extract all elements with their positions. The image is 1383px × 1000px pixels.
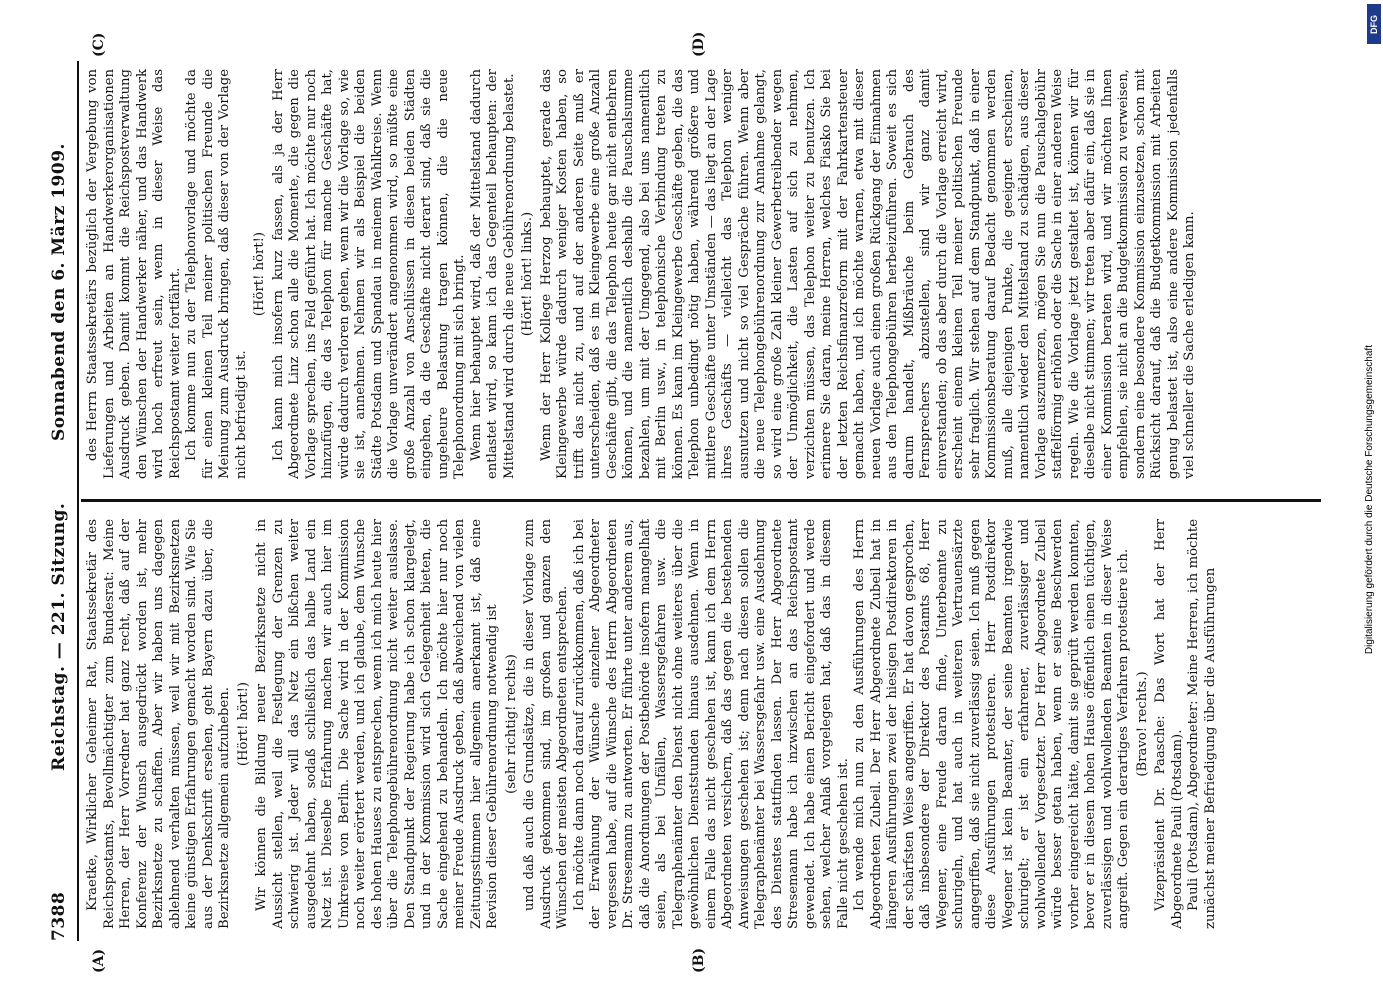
margin-marker-b: (B) [691, 947, 707, 973]
paragraph: Wir können die Bildung neuer Bezirksnetze nicht in Aussicht stellen, weil die Festlegung der Grenzen zu schwierig ist. Jeder will das Netz ein bißchen weiter ausgedehnt haben, sodaß schließlich das halbe Land ein Netz ist. Dieselbe Erfahrung machen wir auch hier im Umkreise von Berlin. Die Sache wird in der Kommission noch weiter erörtert werden, und ich glaube, dem Wunsche des hohen Hauses zu entsprechen, wenn ich mich heute hier über die Telephongebührenordnung nicht weiter auslasse. Den Standpunkt der Regierung habe ich schon klargelegt, und in der Kommission wird sich Gelegenheit bieten, die Sache eingehend zu behandeln. Ich möchte hier nur noch meiner Freude Ausdruck geben, daß abweichend von vielen Zeitungsstimmen hier allgemein anerkannt ist, daß eine Revision dieser Gebührenordnung notwendig ist [254, 519, 500, 929]
left-column [85, 519, 1325, 929]
right-column [85, 69, 1325, 479]
paragraph: Vizepräsident Dr. Paasche: Das Wort hat der Herr Abgeordnete Pauli (Potsdam). [1153, 519, 1185, 929]
digitization-note-text: Digitalisierung gefördert durch die Deutsche Forschungsgemeinschaft [1363, 345, 1375, 655]
paragraph: Pauli (Potsdam), Abgeordneter: Meine Herren, ich möchte zunächst meiner Befriedigung über die Ausführungen [1186, 519, 1218, 929]
margin-marker-c: (C) [91, 32, 107, 57]
paragraph: des Herrn Staatssekretärs bezüglich der Vergebung von Lieferungen und Arbeiten an Handwerkerorganisationen Ausdruck geben. Damit kommt die Reichspostverwaltung den Wünschen der Handwerker näher, und das Handwerk wird hoch erfreut sein, wenn in dieser Weise das Reichspostamt weiter fortfährt. [85, 69, 183, 479]
interjection: (Hört! hört!) [235, 681, 251, 767]
dfg-logo: DFG [1367, 4, 1381, 44]
paragraph: Wenn hier behauptet wird, daß der Mittelstand dadurch entlastet wird, so kann ich das Gegenteil behaupten: der Mittelstand wird durch die neue Gebührenordnung belastet. [468, 69, 517, 479]
margin-marker-d: (D) [691, 31, 707, 57]
page-header [41, 61, 77, 941]
page-number: 7388 [49, 891, 69, 941]
interjection: (Bravo! rechts.) [1134, 671, 1150, 777]
paragraph: Kraetke, Wirklicher Geheimer Rat, Staatssekretär des Reichspostamts, Bevollmächtigter zum Bundesrat: Meine Herren, der Herr Vorredner hat ganz recht, daß auf der Konferenz der Wunsch ausgedrückt worden ist, mehr Bezirksnetze zu schaffen. Aber wir haben uns dagegen ablehnend verhalten müssen, weil wir mit Bezirksnetzen keine günstigen Erfahrungen gemacht worden sind. Wie Sie aus der Denkschrift ersehen, geht Bayern dazu über, die Bezirksnetze allgemein aufzuheben. [85, 519, 232, 929]
interjection: (Hört! hört! links.) [520, 211, 535, 337]
paragraph: Ich komme nun zu der Telephonvorlage und möchte da für einen kleinen Teil meiner politischen Freunde die Meinung zum Ausdruck bringen, daß dieser von der Vorlage nicht befriedigt ist. [184, 69, 249, 479]
session-date: Sonnabend den 6. März 1909. [49, 143, 69, 441]
paragraph: und daß auch die Grundsätze, die in dieser Vorlage zum Ausdruck gekommen sind, im großen und ganzen den Wünschen der meisten Abgeordneten entsprechen. [522, 519, 570, 929]
interjection: (Hört! hört!) [252, 231, 267, 317]
session-title: Reichstag. — 221. Sitzung. [49, 502, 69, 771]
paragraph: Ich wende mich nun zu den Ausführungen des Herrn Abgeordneten Zubeil. Der Herr Abgeordnete Zubeil hat in längeren Ausführungen zwei der hiesigen Postdirektoren in der schärfsten Weise angegriffen. Er hat davon gesprochen, daß insbesondere der Direktor des Postamts 68, Herr Wegener, eine Freude daran finde, Unterbeamte zu schurigeln, und hat auch in weiteren Vertrauensärzte angegriffen, daß sie nicht zuverlässig seien. Ich muß gegen diese Ausführungen protestieren. Herr Postdirektor Wegener ist kein Beamter, der seine Beamten irgendwie schurigelt; er ist ein erfahrener, zuverlässiger und wohlwollender Vorgesetzter. Der Herr Abgeordnete Zubeil würde besser getan haben, wenn er seine Beschwerden vorher eingereicht hätte, damit sie geprüft werden konnten, bevor er in diesem hohen Hause öffentlich einen tüchtigen, zuverlässigen und wohlwollenden Beamten in dieser Weise angreift. Gegen ein derartiges Verfahren protestiere ich. [852, 519, 1131, 929]
paragraph: Ich kann mich insofern kurz fassen, als ja der Herr Abgeordnete Linz schon alle die Momente, die gegen die Vorlage sprechen, ins Feld geführt hat. Ich möchte nur noch hinzufügen, die das Telephon für manche Geschäfte hat, würde dadurch verloren gehen, wenn wir die Vorlage so, wie sie ist, annehmen. Nehmen wir als Beispiel die beiden Städte Potsdam und Spandau in meinem Wahlkreise. Wenn die Vorlage unverändert angenommen wird, so müßte eine große Anzahl von Anschlüssen in diesen beiden Städten eingehen, da die Geschäfte nicht derart sind, daß sie die ungeheure Belastung tragen können, die die neue Telephonordnung mit sich bringt. [270, 69, 467, 479]
column-divider [81, 499, 1321, 502]
rotated-page [41, 31, 1341, 973]
margin-marker-a: (A) [91, 948, 107, 973]
interjection: (sehr richtig! rechts) [503, 654, 519, 794]
paragraph: Wenn der Herr Kollege Herzog behauptet, gerade das Kleingewerbe würde dadurch weniger Kosten haben, so trifft das nicht zu, und auf der anderen Seite muß er unterscheiden, daß es im Kleingewerbe eine große Anzahl Geschäfte gibt, die das Telephon heute gar nicht entbehren können, und die namentlich deshalb die Pauschalsumme bezahlen, um mit der Umgegend, also bei uns namentlich mit Berlin usw., in telephonische Verbindung treten zu können. Es kann im Kleingewerbe Geschäfte geben, die das Telephon unbedingt nötig haben, während größere und mittlere Geschäfte unter Umständen — das liegt an der Lage ihres Geschäfts — vielleicht das Telephon weniger ausnutzen und nicht so viel Gespräche führen. Wenn aber die neue Telephongebührenordnung zur Annahme gelangt, so wird eine große Zahl kleiner Gewerbetreibender wegen der Unmöglichkeit, die Lasten auf sich zu nehmen, verzichten müssen, das Telephon weiter zu benutzen. Ich erinnere Sie daran, meine Herren, welches Fiasko Sie bei der letzten Reichsfinanzreform mit der Fahrkartensteuer gemacht haben, und ich möchte warnen, etwa mit dieser neuen Vorlage auch einen großen Rückgang der Einnahmen aus den Telephongebühren herbeizuführen. Soweit es sich darum handelt, Mißbräuche beim Gebrauch des Fernsprechers abzustellen, sind wir ganz damit einverstanden; ob das aber durch die Vorlage erreicht wird, erscheint einem kleinen Teil meiner politischen Freunde sehr fraglich. Wir stehen auf dem Standpunkt, daß in einer Kommissionsberatung darauf Bedacht genommen werden muß, alle diejenigen Punkte, die geeignet erscheinen, namentlich wieder den Mittelstand zu schädigen, aus dieser Vorlage auszumerzen, mögen Sie nun die Pauschalgebühr staffelförmig erhöhen oder die Sache in einer anderen Weise regeln. Wie die Vorlage jetzt gestaltet ist, können wir für dieselbe nicht stimmen; wir treten aber dafür ein, daß sie in einer Kommission beraten wird, und wir möchten Ihnen empfehlen, sie nicht an die Budgetkommission zu verweisen, sondern eine besondere Kommission einzusetzen, schon mit Rücksicht darauf, daß die Budgetkommission mit Arbeiten genug belastet ist, also eine andere Kommission jedenfalls viel schneller die Sache erledigen kann. [538, 69, 1197, 479]
digitization-note [1359, 0, 1379, 1000]
paragraph: Ich möchte dann noch darauf zurückkommen, daß ich bei der Erwähnung der Wünsche einzelner Abgeordneter vergessen habe, auf die Wünsche des Herrn Abgeordneten Dr. Stresemann zu antworten. Er führte unter anderem aus, daß die Anordnungen der Postbehörde insofern mangelhaft seien, als bei Unfällen, Wassersgefahren usw. die Telegraphenämter den Dienst nicht ohne weiteres über die gewöhnlichen Dienststunden hinaus ausdehnen. Wenn in einem Falle das nicht geschehen ist, kann ich dem Herrn Abgeordneten versichern, daß das gegen die bestehenden Anweisungen geschehen ist; denn nach diesen sollen die Telegraphenämter bei Wassersgefahr usw. eine Ausdehnung des Dienstes stattfinden lassen. Der Herr Abgeordnete Stresemann habe ich inzwischen an das Reichspostamt gewendet. Ich habe einen Bericht eingefordert und werde sehen, welcher Anlaß vorgelegen hat, daß das in diesem Falle nicht geschehen ist. [571, 519, 851, 929]
header-rule [77, 61, 79, 941]
